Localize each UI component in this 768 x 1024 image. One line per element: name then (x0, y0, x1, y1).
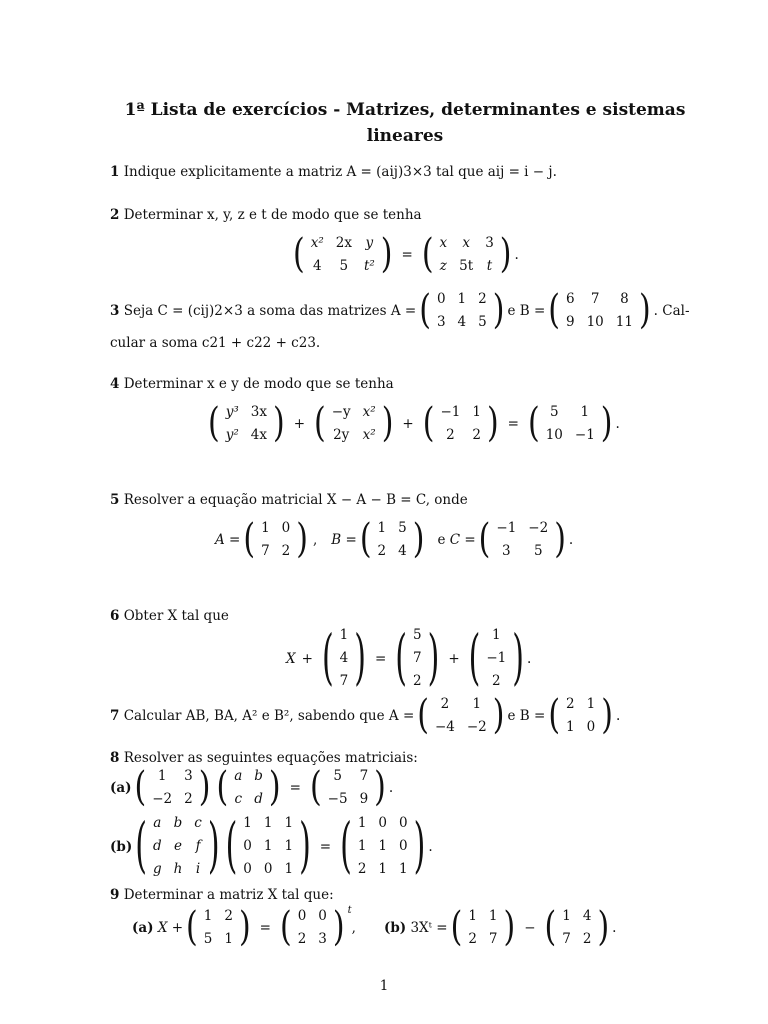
left-paren: ( (417, 691, 429, 739)
matrix-grid (147, 812, 208, 881)
matrix-cell: 4x (250, 427, 267, 443)
matrix-cell: −2 (466, 719, 487, 735)
matrix-cell: 3x (250, 404, 267, 420)
period: . (615, 416, 620, 432)
matrix-grid (431, 288, 493, 334)
matrix-cell: c (194, 815, 202, 831)
label-b: B = (331, 532, 357, 548)
matrix (280, 905, 345, 951)
matrix-cell: 7 (359, 768, 369, 784)
matrix-cell: 7 (413, 650, 422, 666)
equals-sign: = (289, 780, 301, 796)
right-paren: ) (492, 691, 505, 739)
right-paren: ) (381, 399, 394, 447)
exercise-number: 2 (110, 207, 120, 223)
matrix-cell: 1 (203, 908, 213, 924)
matrix-cell: 1 (586, 696, 596, 712)
matrix-cell: 7 (488, 931, 498, 947)
exercise-text: Calcular AB, BA, A² e B², sabendo que A = (123, 708, 415, 724)
right-paren: ) (601, 691, 613, 739)
exercise-2 (110, 207, 422, 223)
matrix-cell: 5 (550, 404, 559, 420)
matrix-cell: 2 (468, 931, 477, 947)
equals-sign: = (319, 838, 332, 855)
matrix-cell: 1 (284, 838, 294, 854)
right-paren: ) (638, 286, 651, 334)
matrix-cell: 3 (436, 314, 446, 330)
item-label: (a) (132, 920, 154, 936)
plus-sign: + (293, 416, 305, 432)
right-paren: ) (299, 810, 311, 881)
matrix-cell: 2 (492, 673, 501, 689)
matrix-grid (292, 905, 333, 951)
matrix-cell: 1 (284, 815, 294, 831)
exercise-text: Determinar x e y de modo que se tenha (123, 376, 394, 392)
right-paren: ) (412, 515, 425, 563)
matrix-cell: a (234, 768, 243, 784)
matrix-grid (220, 401, 273, 447)
exercise-number: 6 (110, 608, 120, 624)
matrix-cell: 3 (184, 768, 193, 784)
matrix-cell: y³ (225, 404, 239, 420)
left-paren: ( (359, 515, 372, 563)
matrix-cell: 4 (312, 258, 322, 274)
matrix-cell: −1 (486, 650, 507, 666)
exercise-text: e B = (507, 303, 546, 319)
matrix-cell: 0 (399, 815, 408, 831)
right-paren: ) (427, 622, 440, 693)
matrix (322, 624, 366, 693)
matrix-cell: 3 (485, 235, 494, 251)
left-paren: ( (478, 515, 491, 563)
matrix-cell: 0 (436, 291, 446, 307)
matrix-grid (352, 812, 414, 881)
right-paren: ) (597, 903, 610, 951)
left-paren: ( (321, 622, 334, 693)
matrix-cell: 2 (413, 673, 422, 689)
matrix-cell: f (195, 838, 201, 854)
matrix-a (419, 288, 504, 334)
matrix-cell: 2 (582, 931, 592, 947)
matrix-cell: 1 (224, 931, 233, 947)
matrix-cell: a (153, 815, 162, 831)
matrix-cell: 4 (398, 543, 407, 559)
matrix (293, 232, 393, 278)
matrix-cell: b (173, 815, 183, 831)
matrix-a (243, 517, 308, 563)
left-paren: ( (208, 399, 220, 447)
matrix-cell: 1 (243, 815, 252, 831)
matrix-cell: h (173, 861, 183, 877)
matrix-cell: 5 (478, 314, 487, 330)
matrix-cell: 0 (586, 719, 596, 735)
matrix-cell: −2 (528, 520, 549, 536)
matrix-cell: g (152, 861, 162, 877)
matrix-cell: 1 (472, 404, 481, 420)
exercise-text: Resolver as seguintes equações matriciais: (123, 750, 418, 766)
left-paren: ( (216, 763, 229, 811)
matrix-cell: 7 (261, 543, 270, 559)
exercise-1 (110, 164, 557, 180)
matrix-cell: 11 (615, 314, 633, 330)
matrix-grid (434, 401, 487, 447)
matrix-cell: 1 (562, 908, 571, 924)
matrix-cell: 5 (398, 520, 407, 536)
matrix (528, 401, 613, 447)
matrix-cell: −2 (152, 791, 173, 807)
left-paren: ( (468, 622, 481, 693)
matrix-cell: −1 (440, 404, 461, 420)
exercise-7 (110, 693, 620, 739)
matrix-cell: 1 (357, 838, 367, 854)
matrix-cell: 2 (224, 908, 233, 924)
matrix-cell: 9 (359, 791, 369, 807)
matrix-cell: y² (225, 427, 239, 443)
matrix-c (479, 517, 566, 563)
period: . (514, 247, 519, 263)
item-label: (b) (383, 920, 407, 936)
left-paren: ( (186, 903, 198, 951)
right-paren: ) (268, 763, 281, 811)
left-paren: ( (422, 399, 435, 447)
exercise-8b (110, 812, 433, 881)
matrix-cell: 10 (545, 427, 563, 443)
period: . (388, 780, 394, 796)
matrix-cell: 1 (339, 627, 349, 643)
right-paren: ) (296, 515, 308, 563)
exercise-text: e B = (507, 708, 546, 724)
matrix-grid (480, 624, 512, 693)
left-paren: ( (419, 286, 431, 334)
matrix-cell: 1 (263, 815, 273, 831)
left-paren: ( (309, 763, 322, 811)
left-paren: ( (395, 622, 407, 693)
matrix-cell: e (173, 838, 182, 854)
exercise-5 (110, 492, 468, 508)
period: . (568, 532, 574, 548)
period: . (615, 708, 621, 724)
label-x: X (286, 650, 296, 667)
matrix (314, 401, 393, 447)
matrix-cell: 0 (243, 861, 252, 877)
matrix-cell: 4 (339, 650, 349, 666)
matrix-cell: 1 (357, 815, 367, 831)
left-paren: ( (135, 810, 147, 881)
matrix-cell: 7 (562, 931, 571, 947)
right-paren: ) (413, 810, 426, 881)
left-paren: ( (421, 230, 434, 278)
matrix (226, 812, 311, 881)
matrix-grid (540, 401, 601, 447)
left-paren: ( (225, 810, 238, 881)
matrix-grid (305, 232, 381, 278)
right-paren: ) (238, 903, 251, 951)
exercise-3-line2: cular a soma c21 + c22 + c23. (110, 335, 321, 351)
right-paren: ) (499, 230, 512, 278)
matrix-cell: 5 (533, 543, 543, 559)
matrix-cell: x² (310, 235, 324, 251)
matrix-cell: 0 (281, 520, 291, 536)
matrix-cell: 1 (457, 291, 467, 307)
equals-sign: = (259, 920, 271, 936)
matrix-cell: 1 (284, 861, 294, 877)
right-paren: ) (198, 763, 211, 811)
right-paren: ) (554, 515, 566, 563)
comma: , (312, 532, 318, 548)
matrix-cell: 0 (378, 815, 388, 831)
exercise-text: Obter X tal que (123, 608, 229, 624)
matrix (469, 624, 524, 693)
matrix-cell: 2 (440, 696, 450, 712)
matrix-cell: −1 (574, 427, 595, 443)
left-paren: ( (293, 230, 305, 278)
exercise-number: 8 (110, 750, 120, 766)
matrix (451, 905, 516, 951)
matrix-cell: 1 (488, 908, 498, 924)
transpose-mark: t (347, 905, 352, 916)
matrix-cell: 9 (565, 314, 575, 330)
exercise-number: 9 (110, 887, 120, 903)
item-label: (a) (110, 780, 132, 796)
minus-sign: − (524, 920, 536, 936)
matrix-b (548, 288, 650, 334)
exercise-4-equation (205, 401, 620, 447)
matrix-cell: d (152, 838, 162, 854)
matrix-grid (429, 693, 493, 739)
exercise-text: Determinar x, y, z e t de modo que se tenha (123, 207, 422, 223)
matrix-cell: 2 (377, 543, 387, 559)
matrix-cell: 1 (492, 627, 501, 643)
right-paren: ) (492, 286, 505, 334)
exercise-3 (110, 288, 690, 334)
exercise-text: Indique explicitamente a matriz A = (aij)3×3 tal que aij = i − j. (123, 164, 557, 180)
right-paren: ) (354, 622, 366, 693)
matrix-grid (556, 905, 597, 951)
exercise-2-equation (290, 232, 519, 278)
matrix-cell: 2 (472, 427, 481, 443)
matrix-cell: 2 (357, 861, 367, 877)
matrix-cell: x² (362, 404, 376, 420)
exercise-6-equation (286, 624, 531, 693)
matrix-cell: 3 (502, 543, 511, 559)
matrix-cell: 5 (339, 258, 349, 274)
matrix-cell: 7 (339, 673, 349, 689)
label-a: A = (215, 532, 241, 548)
matrix-cell: 1 (157, 768, 167, 784)
right-paren: ) (374, 763, 386, 811)
page-title: 1ª Lista de exercícios - Matrizes, determinantes e sistemas lineares (124, 100, 686, 146)
left-paren: ( (279, 903, 292, 951)
matrix-cell: 2 (478, 291, 487, 307)
matrix-cell: 5 (333, 768, 342, 784)
matrix-cell: 5 (413, 627, 422, 643)
matrix-grid (490, 517, 554, 563)
exercise-8 (110, 750, 418, 766)
matrix-cell: 1 (566, 719, 575, 735)
matrix-cell: 6 (565, 291, 575, 307)
matrix-grid (560, 693, 601, 739)
right-paren: ) (512, 622, 524, 693)
plus-sign: + (402, 416, 414, 432)
matrix-cell: 2 (566, 696, 575, 712)
matrix-cell: 0 (399, 838, 408, 854)
plus-sign: + (448, 650, 460, 667)
left-paren: ( (134, 763, 147, 811)
matrix (423, 401, 499, 447)
matrix-grid (146, 765, 199, 811)
matrix-grid (198, 905, 239, 951)
equation-prefix: X + (157, 920, 184, 936)
matrix-cell: x (439, 235, 448, 251)
matrix-cell: 7 (590, 291, 600, 307)
matrix-grid (372, 517, 413, 563)
matrix-cell: 1 (472, 696, 482, 712)
matrix-cell: 2y (333, 427, 350, 443)
exercise-text: Seja C = (cij)2×3 a soma das matrizes A = (123, 303, 417, 319)
left-paren: ( (450, 903, 463, 951)
matrix-cell: −1 (496, 520, 517, 536)
matrix-cell: 4 (582, 908, 592, 924)
exercise-5-matrices (215, 517, 573, 563)
matrix-a (417, 693, 504, 739)
right-paren: ) (380, 230, 393, 278)
period: . (428, 838, 433, 855)
right-paren: ) (503, 903, 516, 951)
exercise-6 (110, 608, 229, 624)
matrix-cell: x² (362, 427, 376, 443)
matrix-cell: t² (363, 258, 375, 274)
comma: , (351, 920, 356, 936)
matrix-cell: 1 (378, 861, 388, 877)
matrix-cell: −5 (327, 791, 348, 807)
matrix-cell: 1 (263, 838, 273, 854)
matrix-cell: 2 (184, 791, 193, 807)
matrix-cell: 0 (318, 908, 327, 924)
period: . (526, 650, 532, 667)
matrix-cell: 2 (297, 931, 307, 947)
matrix-cell: b (254, 768, 263, 784)
exercise-4 (110, 376, 394, 392)
matrix-cell: 0 (263, 861, 273, 877)
matrix-b (548, 693, 613, 739)
matrix-cell: 2 (446, 427, 455, 443)
page-number: 1 (379, 978, 389, 994)
matrix (545, 905, 610, 951)
matrix-grid (255, 517, 296, 563)
matrix-grid (334, 624, 355, 693)
exercise-text: . Cal- (653, 303, 690, 319)
matrix-cell: 1 (261, 520, 270, 536)
matrix-cell: 2x (335, 235, 352, 251)
left-paren: ( (340, 810, 352, 881)
matrix-cell: 4 (457, 314, 467, 330)
left-paren: ( (314, 399, 326, 447)
right-paren: ) (207, 810, 220, 881)
exercise-number: 7 (110, 708, 120, 724)
period: . (612, 920, 617, 936)
matrix-cell: 1 (378, 838, 388, 854)
matrix-cell: 0 (297, 908, 307, 924)
matrix-cell: 1 (377, 520, 387, 536)
matrix-cell: d (254, 791, 263, 807)
matrix-grid (462, 905, 503, 951)
matrix-grid (407, 624, 428, 693)
matrix (135, 812, 219, 881)
exercise-9-items (132, 905, 616, 951)
matrix-cell: −y (331, 404, 351, 420)
matrix-cell: −4 (434, 719, 455, 735)
exercise-number: 1 (110, 164, 120, 180)
matrix-cell: 10 (586, 314, 604, 330)
exercise-number: 5 (110, 492, 120, 508)
exercise-number: 4 (110, 376, 120, 392)
matrix-cell: 0 (243, 838, 252, 854)
matrix-grid (434, 232, 500, 278)
exercise-text: Resolver a equação matricial X − A − B = C, onde (123, 492, 468, 508)
exercise-9 (110, 887, 334, 903)
matrix-cell: 8 (620, 291, 629, 307)
equals-sign: = (507, 416, 519, 432)
right-paren: ) (600, 399, 613, 447)
plus-sign: + (301, 650, 313, 667)
matrix (422, 232, 512, 278)
matrix (208, 401, 285, 447)
matrix-cell: i (195, 861, 201, 877)
matrix-cell: c (234, 791, 242, 807)
matrix (395, 624, 439, 693)
left-paren: ( (548, 691, 561, 739)
matrix-cell: x (462, 235, 470, 251)
equals-sign: = (401, 247, 413, 263)
left-paren: ( (544, 903, 557, 951)
left-paren: ( (243, 515, 256, 563)
matrix-grid (560, 288, 639, 334)
matrix-cell: 1 (399, 861, 408, 877)
matrix-cell: t (486, 258, 493, 274)
matrix (186, 905, 251, 951)
right-paren: ) (486, 399, 499, 447)
matrix-cell: 2 (281, 543, 291, 559)
label-c: e C = (437, 532, 476, 548)
exercise-text: Determinar a matriz X tal que: (123, 887, 334, 903)
left-paren: ( (548, 286, 560, 334)
matrix-cell: z (439, 258, 447, 274)
left-paren: ( (527, 399, 540, 447)
equation-prefix: 3Xᵗ = (410, 920, 448, 936)
matrix-cell: 1 (580, 404, 590, 420)
matrix-grid (326, 401, 382, 447)
matrix-cell: 5t (459, 258, 474, 274)
right-paren: ) (272, 399, 285, 447)
matrix-b (360, 517, 425, 563)
exercise-number: 3 (110, 303, 120, 319)
matrix-cell: 1 (468, 908, 477, 924)
right-paren: ) (332, 903, 345, 951)
equals-sign: = (374, 650, 387, 667)
matrix-cell: 5 (203, 931, 213, 947)
matrix-cell: 3 (318, 931, 327, 947)
matrix-grid (237, 812, 299, 881)
item-label: (b) (110, 838, 133, 855)
matrix-cell: y (365, 235, 374, 251)
matrix (340, 812, 425, 881)
